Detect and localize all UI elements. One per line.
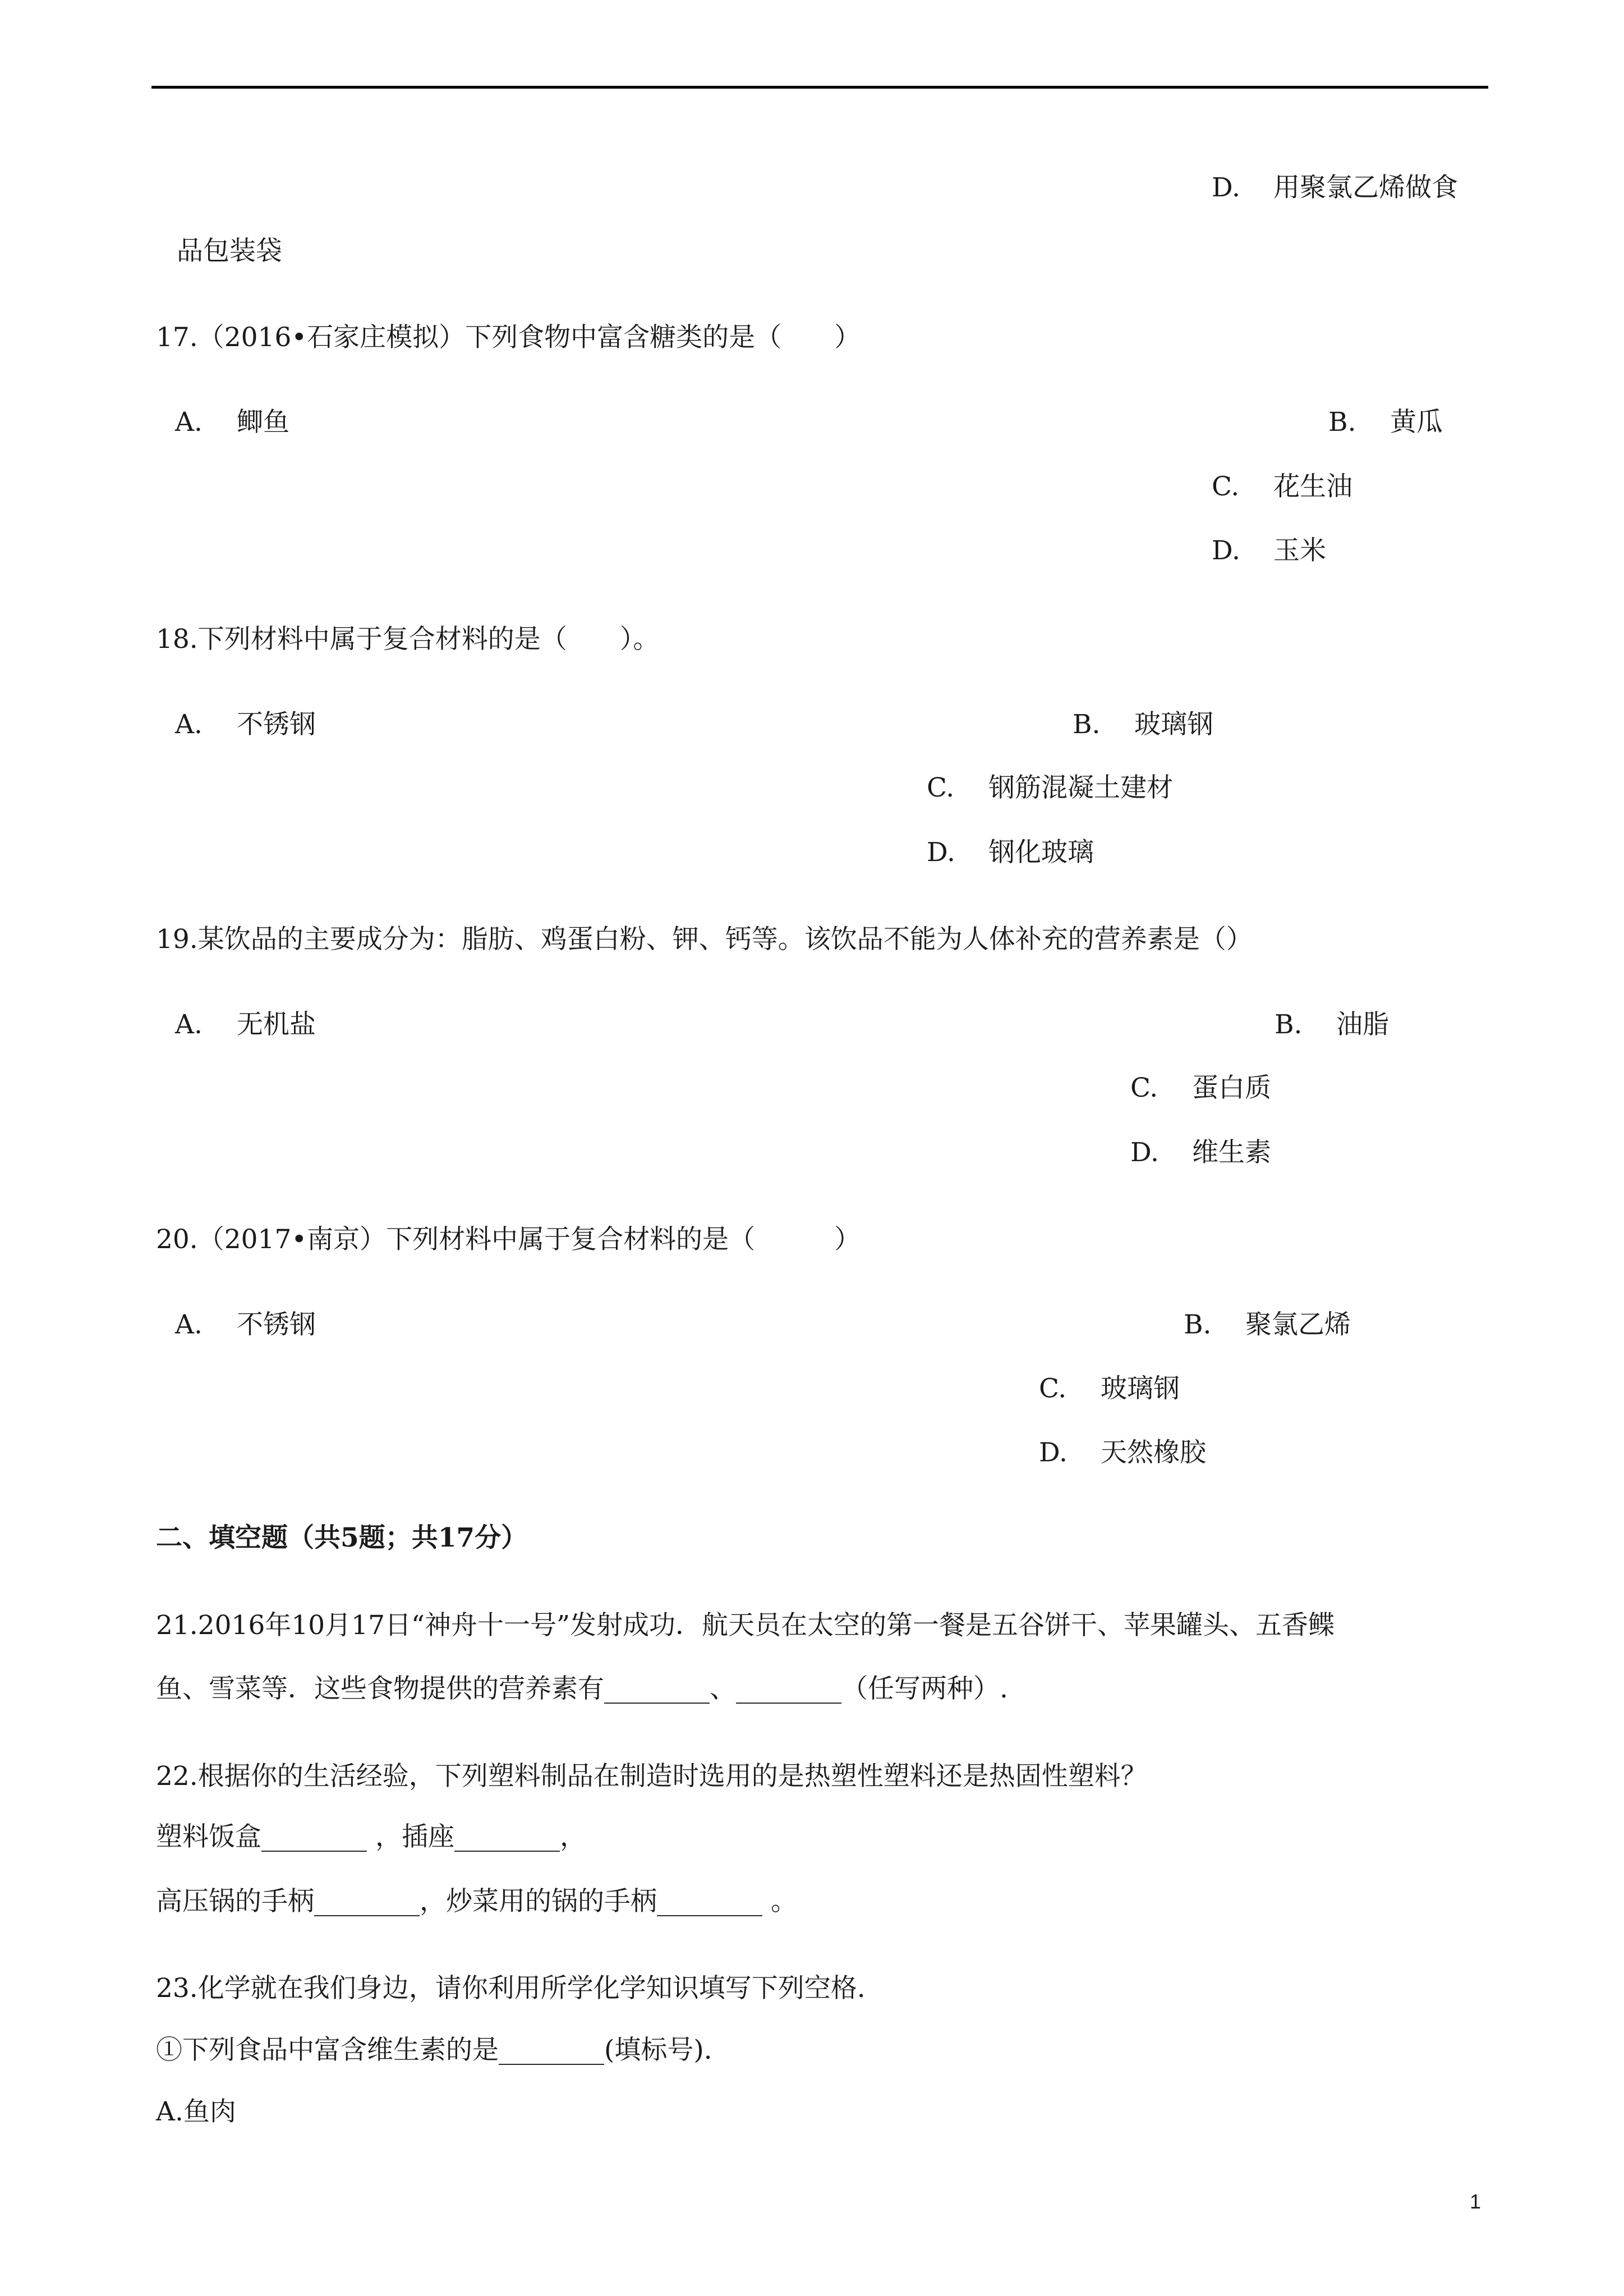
option-text: 油脂 — [1336, 1009, 1389, 1040]
option-text: 无机盐 — [237, 1009, 316, 1040]
option-text: 维生素 — [1192, 1137, 1271, 1168]
q22-line2: 高压锅的手柄________，炒菜用的锅的手柄________ 。 — [156, 1886, 797, 1917]
q21-line2: 鱼、雪菜等．这些食物提供的营养素有________、________（任写两种）. — [156, 1673, 1008, 1704]
q17-option-a — [175, 406, 289, 439]
q19-option-b — [1275, 1008, 1389, 1042]
option-text: 蛋白质 — [1192, 1073, 1271, 1103]
header-rule — [151, 86, 1488, 89]
option-text: 不锈钢 — [237, 1309, 316, 1340]
q20-stem: 20.（2017•南京）下列材料中属于复合材料的是（ ） — [156, 1224, 861, 1255]
q16-option-d — [1212, 171, 1458, 205]
option-letter: C. — [1039, 1373, 1067, 1404]
option-text: 玻璃钢 — [1101, 1373, 1180, 1404]
q17-option-b — [1328, 406, 1443, 439]
q18-option-d — [927, 836, 1094, 869]
option-letter: A. — [175, 709, 203, 740]
section-heading: 二、填空题（共5题；共17分） — [156, 1522, 528, 1553]
option-letter: D. — [927, 837, 955, 868]
option-text: 花生油 — [1273, 471, 1352, 502]
option-letter: A. — [175, 1309, 203, 1340]
option-letter: A. — [175, 407, 203, 438]
q21-line1: 21.2016年10月17日“神舟十一号”发射成功．航天员在太空的第一餐是五谷饼干、苹果罐头、五香鲽 — [156, 1610, 1335, 1641]
q17-option-c — [1212, 470, 1352, 504]
option-letter: D. — [1212, 535, 1240, 566]
option-letter: D. — [1130, 1137, 1159, 1168]
option-text: 鲫鱼 — [237, 407, 289, 438]
option-text: 玻璃钢 — [1134, 709, 1213, 740]
option-letter: D. — [1039, 1437, 1068, 1468]
page-number: 1 — [1470, 2190, 1482, 2213]
option-letter: C. — [1130, 1073, 1158, 1103]
q20-option-d — [1039, 1436, 1206, 1470]
option-letter: B. — [1328, 407, 1356, 438]
q22-stem: 22.根据你的生活经验，下列塑料制品在制造时选用的是热塑性塑料还是热固性塑料？ — [156, 1761, 1147, 1792]
q20-option-b — [1184, 1308, 1351, 1342]
q17-stem: 17.（2016•石家庄模拟）下列食物中富含糖类的是（ ） — [156, 322, 861, 353]
q19-option-c — [1130, 1071, 1271, 1105]
q16-option-d-continued: 品包装袋 — [177, 236, 282, 266]
q23-sub1: ①下列食品中富含维生素的是________(填标号). — [156, 2035, 712, 2065]
q23-stem: 23.化学就在我们身边，请你利用所学化学知识填写下列空格. — [156, 1973, 866, 2004]
option-letter: B. — [1184, 1309, 1212, 1340]
option-letter: B. — [1275, 1009, 1303, 1040]
option-letter: A. — [175, 1009, 203, 1040]
q19-option-d — [1130, 1136, 1271, 1170]
option-text: 聚氯乙烯 — [1245, 1309, 1351, 1340]
q18-stem: 18.下列材料中属于复合材料的是（ ）。 — [156, 624, 660, 655]
q19-option-a — [175, 1008, 316, 1042]
option-text: 天然橡胶 — [1101, 1437, 1206, 1468]
q18-option-c — [927, 771, 1173, 805]
option-text: 玉米 — [1273, 535, 1326, 566]
option-letter: B. — [1073, 709, 1101, 740]
q22-line1: 塑料饭盒________ ，插座________， — [156, 1821, 586, 1852]
q20-option-a — [175, 1308, 316, 1342]
q18-option-b — [1073, 708, 1213, 742]
option-text: 不锈钢 — [237, 709, 316, 740]
option-text: 用聚氯乙烯做食 — [1273, 172, 1458, 203]
q18-option-a — [175, 708, 316, 742]
q20-option-c — [1039, 1372, 1180, 1406]
option-text: 钢筋混凝土建材 — [988, 772, 1173, 803]
q23-option-a: A.鱼肉 — [156, 2096, 236, 2127]
option-text: 黄瓜 — [1390, 407, 1443, 438]
q19-stem: 19.某饮品的主要成分为：脂肪、鸡蛋白粉、钾、钙等。该饮品不能为人体补充的营养素是（） — [156, 924, 1253, 955]
q17-option-d — [1212, 534, 1326, 568]
option-letter: C. — [927, 772, 955, 803]
option-letter: C. — [1212, 471, 1240, 502]
option-text: 钢化玻璃 — [988, 837, 1094, 868]
option-letter: D. — [1212, 172, 1240, 203]
